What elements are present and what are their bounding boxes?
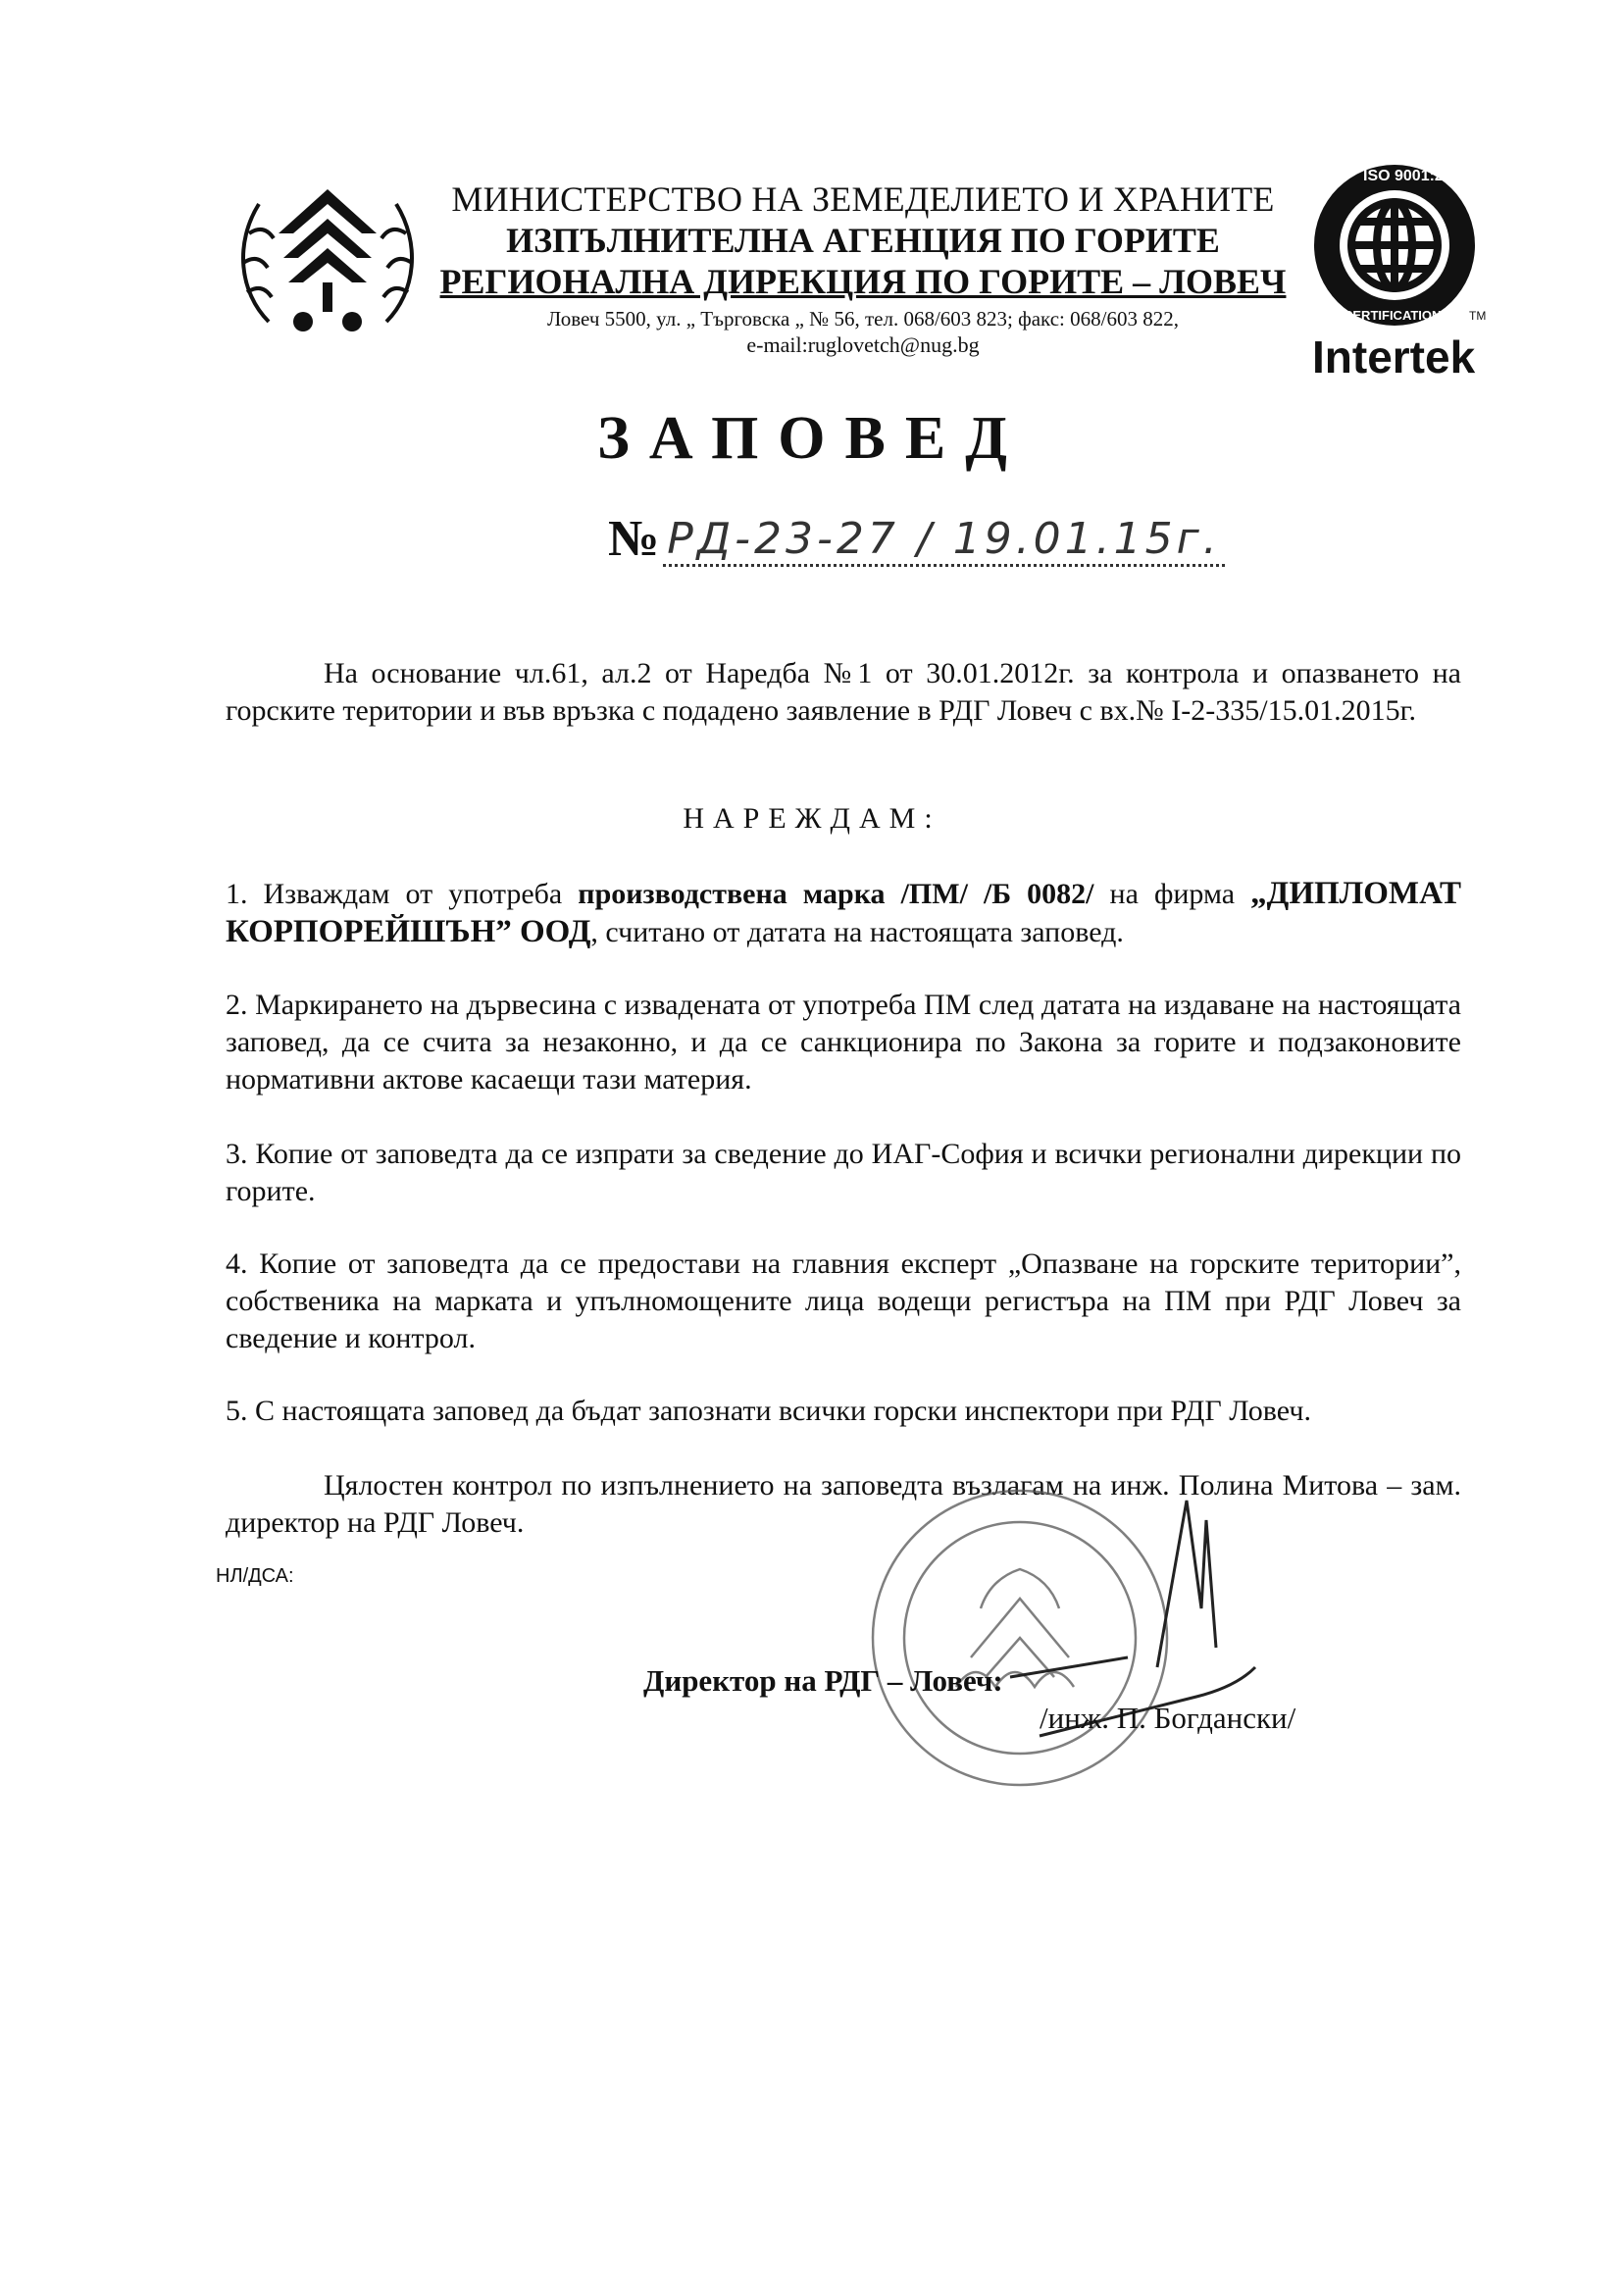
director-name: /инж. П. Богдански/ xyxy=(1040,1701,1296,1735)
handwritten-order-number: РД-23-27 / 19.01.15г. xyxy=(663,514,1224,567)
item2-text: 2. Маркирането на дървесина с извадената от употреба ПМ след датата на издаване на настоящата заповед, да се счита за незаконно, и да се санкционира по Закона за горите и подзаконовите нормативни актове касаещи тази материя. xyxy=(226,989,1461,1095)
intro-text: На основание чл.61, ал.2 от Наредба №1 от 30.01.2012г. за контрола и опазването на горските територии и във връзка с подадено заявление в РДГ Ловеч с вх.№ I-2-335/15.01.2015г. xyxy=(226,657,1461,727)
author-initials: НЛ/ДСА: xyxy=(216,1565,294,1587)
intro-paragraph xyxy=(226,655,1461,730)
letterhead xyxy=(431,178,1294,359)
forestry-emblem-icon xyxy=(229,175,426,341)
contact-email: e-mail:ruglovetch@nug.bg xyxy=(746,332,980,357)
order-item-4 xyxy=(226,1246,1461,1357)
order-item-2 xyxy=(226,987,1461,1098)
director-title: Директор на РДГ – Ловеч: xyxy=(643,1663,1003,1698)
item5-text: 5. С настоящата заповед да бъдат запознати всички горски инспектори при РДГ Ловеч. xyxy=(226,1395,1311,1427)
item3-text: 3. Копие от заповедта да се изпрати за сведение до ИАГ-София и всички регионални дирекции по горите. xyxy=(226,1138,1461,1207)
item1-mid: на фирма xyxy=(1093,878,1251,910)
order-heading: НАРЕЖДАМ: xyxy=(683,802,941,835)
company-name: „ДИПЛОМАТ КОРПОРЕЙШЪН” ООД xyxy=(226,876,1462,949)
number-sign: № xyxy=(608,511,660,567)
order-item-1 xyxy=(226,875,1461,951)
document-title: ЗАПОВЕД xyxy=(597,405,1027,472)
iso-label: ISO 9001:2008 xyxy=(1363,168,1470,184)
intertek-brand: Intertek xyxy=(1312,331,1476,382)
item4-text: 4. Копие от заповедта да се предостави на главния експерт „Опазване на горските територии”, собственика на марката и упълномощените лица водещи регистъра на ПМ при РДГ Ловеч за сведение и контрол. xyxy=(226,1247,1461,1354)
item1-prefix: 1. Изваждам от употреба xyxy=(226,878,579,910)
iso-9001-certification-icon xyxy=(1304,157,1491,382)
official-round-stamp-icon xyxy=(863,1461,1285,1814)
trademark-label: TM xyxy=(1469,309,1487,323)
item1-suffix: , считано от датата на настоящата заповед. xyxy=(590,916,1124,948)
ministry-name: МИНИСТЕРСТВО НА ЗЕМЕДЕЛИЕТО И ХРАНИТЕ xyxy=(451,179,1275,219)
production-mark: производствена марка /ПМ/ /Б 0082/ xyxy=(578,878,1094,910)
order-item-3 xyxy=(226,1136,1461,1210)
directorate-name: РЕГИОНАЛНА ДИРЕКЦИЯ ПО ГОРИТЕ – ЛОВЕЧ xyxy=(439,262,1287,301)
agency-name: ИЗПЪЛНИТЕЛНА АГЕНЦИЯ ПО ГОРИТЕ xyxy=(506,221,1220,260)
contact-address: Ловеч 5500, ул. „ Търговска „ № 56, тел. 068/603 823; факс: 068/603 822, xyxy=(547,307,1179,331)
certification-label: CERTIFICATION xyxy=(1344,308,1442,323)
order-number xyxy=(608,510,1225,588)
control-text: Цялостен контрол по изпълнението на заповедта възлагам на инж. Полина Митова – зам. директор на РДГ Ловеч. xyxy=(226,1469,1461,1539)
order-item-5 xyxy=(226,1393,1461,1430)
